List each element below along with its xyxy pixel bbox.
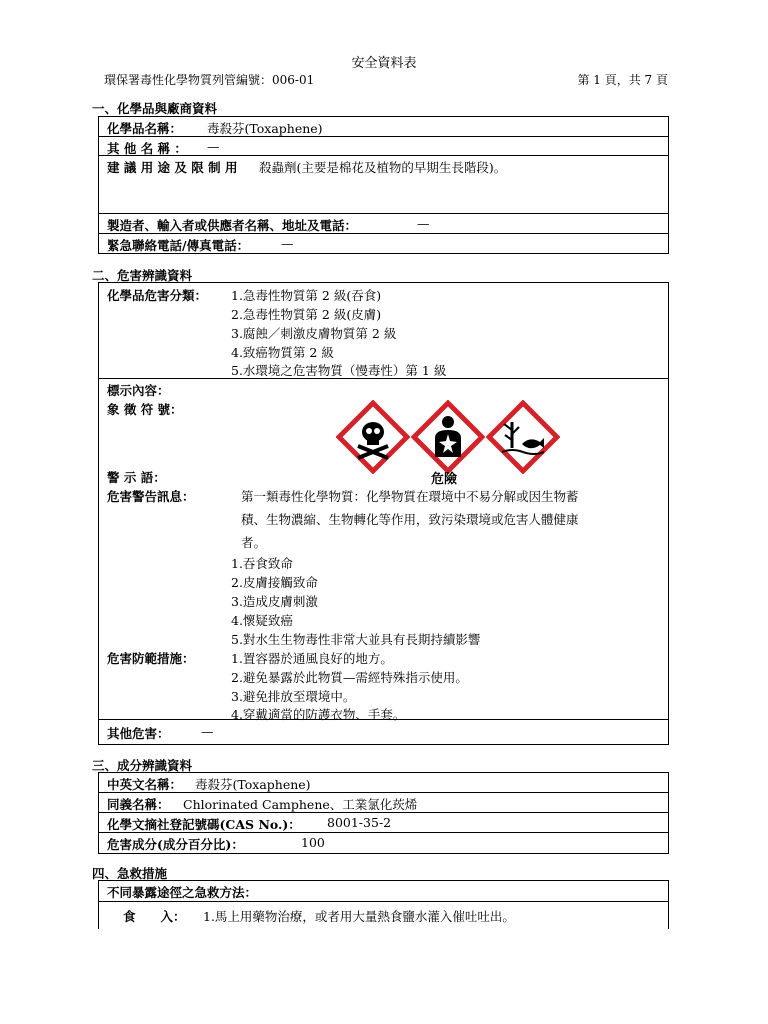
warning-item: 4.懷疑致癌 xyxy=(231,613,293,628)
section-1-table xyxy=(98,116,669,254)
document-title: 安全資料表 xyxy=(351,56,417,71)
composition-name-row xyxy=(99,773,668,793)
environment-hazard-icon xyxy=(486,400,560,474)
percent-row xyxy=(99,833,668,853)
exposure-route-row xyxy=(99,881,668,902)
prevention-item: 1.置容器於通風良好的地方。 xyxy=(231,651,393,666)
prevention-item: 2.避免暴露於此物質—需經特殊指示使用。 xyxy=(231,670,468,685)
section-4-table xyxy=(98,880,669,929)
use-label: 建 議 用 途 及 限 制 用 xyxy=(107,160,238,175)
ingestion-value: 1.馬上用藥物治療，或者用大量熱食鹽水灌入催吐吐出。 xyxy=(203,909,515,924)
section-2-table xyxy=(98,282,669,745)
warning-item: 1.吞食致命 xyxy=(231,556,293,571)
cas-label: 化學文摘社登記號碼(CAS No.)： xyxy=(107,817,301,832)
exposure-route-label: 不同暴露途徑之急救方法： xyxy=(107,885,258,900)
classification-label: 化學品危害分類： xyxy=(107,288,208,303)
other-name-row xyxy=(99,137,668,156)
supplier-label: 製造者、輸入者或供應者名稱、地址及電話： xyxy=(107,218,358,233)
use-value: 殺蟲劑(主要是棉花及植物的早期生長階段)。 xyxy=(259,160,507,175)
warning-label: 危害警告訊息： xyxy=(107,489,195,504)
classification-item: 4.致癌物質第 2 級 xyxy=(231,345,334,360)
other-name-label: 其 他 名 稱 ： xyxy=(107,141,187,156)
other-hazard-value: — xyxy=(201,724,214,739)
composition-name-label: 中英文名稱： xyxy=(107,777,183,792)
page-info: 第 1 頁，共 7 頁 xyxy=(577,73,668,87)
classification-item: 5.水環境之危害物質（慢毒性）第 1 級 xyxy=(231,363,447,378)
section-3-heading: 三、成分辨識資料 xyxy=(92,758,193,773)
warning-item: 5.對水生生物毒性非常大並具有長期持續影響 xyxy=(231,632,481,647)
label-content-row xyxy=(99,379,668,720)
chem-name-row xyxy=(99,117,668,137)
percent-value: 100 xyxy=(301,835,325,850)
skull-crossbones-icon xyxy=(336,400,410,474)
classification-item: 2.急毒性物質第 2 級(皮膚) xyxy=(231,307,382,322)
section-3-table xyxy=(98,772,669,854)
composition-name-value: 毒殺芬(Toxaphene) xyxy=(195,777,311,792)
other-hazard-label: 其他危害： xyxy=(107,726,170,741)
use-row xyxy=(99,156,668,214)
warning-item: 2.皮膚接觸致命 xyxy=(231,575,318,590)
emergency-row xyxy=(99,234,668,253)
warning-intro-line: 第一類毒性化學物質：化學物質在環境中不易分解或因生物蓄 xyxy=(241,489,579,504)
health-hazard-icon xyxy=(411,400,485,474)
cas-value: 8001-35-2 xyxy=(327,815,392,830)
supplier-row xyxy=(99,214,668,234)
supplier-value: — xyxy=(417,216,430,231)
symbol-label: 象 徵 符 號： xyxy=(107,402,183,417)
chem-name-label: 化學品名稱： xyxy=(107,121,183,136)
prevention-item: 3.避免排放至環境中。 xyxy=(231,689,356,704)
label-content-label: 標示內容： xyxy=(107,383,170,398)
synonym-row xyxy=(99,793,668,813)
ingestion-label: 食 入： xyxy=(123,909,186,924)
emergency-value: — xyxy=(281,236,294,251)
classification-item: 1.急毒性物質第 2 級(吞食) xyxy=(231,288,382,303)
other-hazard-row xyxy=(99,720,668,744)
synonym-label: 同義名稱： xyxy=(107,797,170,812)
cas-row xyxy=(99,813,668,833)
signal-word-label: 警 示 語： xyxy=(107,470,166,485)
control-number: 環保署毒性化學物質列管編號：006-01 xyxy=(104,73,315,87)
other-name-value: — xyxy=(207,139,220,154)
warning-intro-line: 積、生物濃縮、生物轉化等作用，致污染環境或危害人體健康 xyxy=(241,512,579,527)
emergency-label: 緊急聯絡電話/傳真電話： xyxy=(107,238,250,253)
section-2-heading: 二、危害辨識資料 xyxy=(92,268,193,283)
ingestion-row xyxy=(99,902,668,929)
signal-word: 危險 xyxy=(431,472,458,487)
warning-item: 3.造成皮膚刺激 xyxy=(231,594,318,609)
section-1-heading: 一、化學品與廠商資料 xyxy=(92,101,218,116)
classification-item: 3.腐蝕／刺激皮膚物質第 2 級 xyxy=(231,326,397,341)
section-4-heading: 四、急救措施 xyxy=(92,866,168,881)
prevention-item: 4.穿戴適當的防護衣物、手套。 xyxy=(231,707,406,722)
prevention-label: 危害防範措施： xyxy=(107,651,195,666)
percent-label: 危害成分(成分百分比)： xyxy=(107,837,244,852)
synonym-value: Chlorinated Camphene、工業氯化莰烯 xyxy=(183,797,418,812)
classification-row xyxy=(99,283,668,379)
warning-intro-line: 者。 xyxy=(241,535,267,550)
chem-name-value: 毒殺芬(Toxaphene) xyxy=(207,121,323,136)
